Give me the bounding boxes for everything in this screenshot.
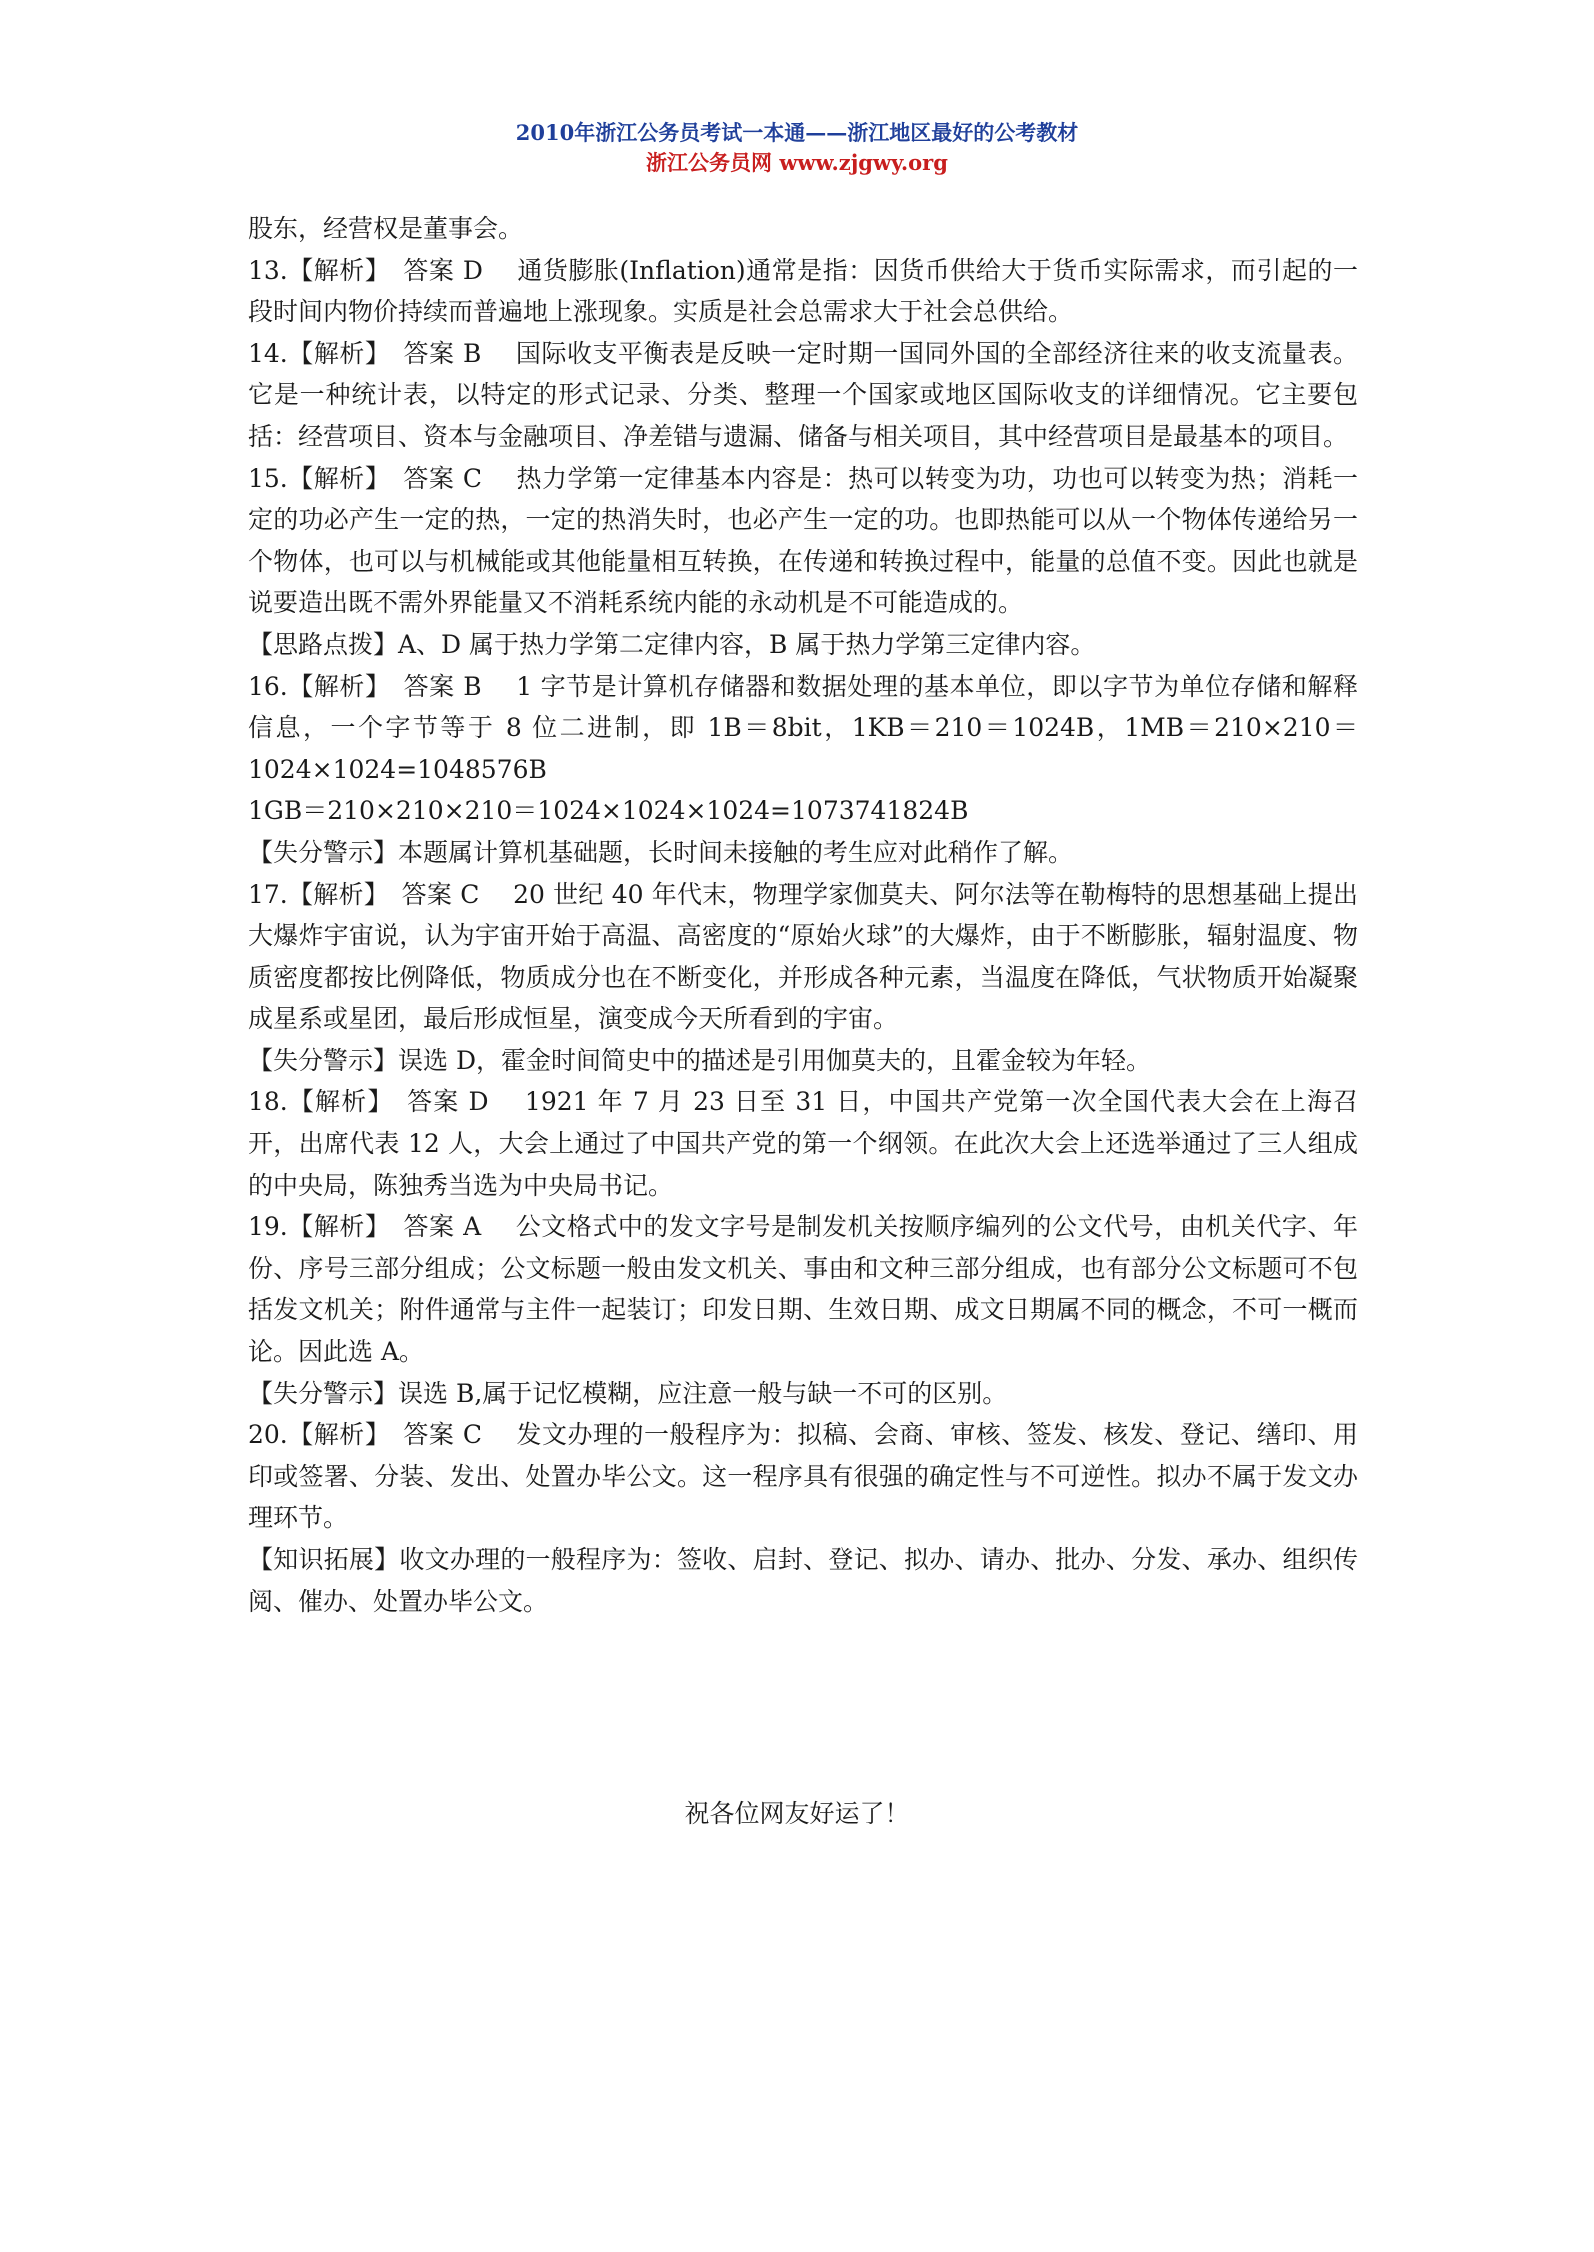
paragraph-continuation: 股东，经营权是董事会。	[248, 214, 524, 243]
header-title: 2010年浙江公务员考试一本通——浙江地区最好的公考教材	[515, 120, 1079, 145]
closing-line: 祝各位网友好运了！	[684, 1799, 910, 1828]
paragraph-q13: 13.【解析】 答案 D 通货膨胀(Inflation)通常是指：因货币供给大于货币实际需求，而引起的一段时间内物价持续而普遍地上涨现象。实质是社会总需求大于社会总供给。	[248, 255, 1358, 327]
paragraph-q19-warning: 【失分警示】误选 B,属于记忆模糊，应注意一般与缺一不可的区别。	[248, 1378, 1008, 1408]
paragraph-q19: 19.【解析】 答案 A 公文格式中的发文字号是制发机关按顺序编列的公文代号，由机关代字、年份、序号三部分组成；公文标题一般由发文机关、事由和文种三部分组成，也有部分公文标题可不包括发文机关；附件通常与主件一起装订；印发日期、生效日期、成文日期属不同的概念，不可一概而论。因此选 A。	[248, 1212, 1358, 1367]
paragraph-q15-tip: 【思路点拨】A、D 属于热力学第二定律内容，B 属于热力学第三定律内容。	[248, 629, 1096, 659]
answer-explanations	[248, 208, 1358, 1622]
page-header	[0, 118, 1594, 178]
paragraph-q16-warning: 【失分警示】本题属计算机基础题，长时间未接触的考生应对此稍作了解。	[248, 837, 1074, 867]
header-site: 浙江公务员网 www.zjgwy.org	[646, 150, 948, 175]
paragraph-q16: 16.【解析】 答案 B 1 字节是计算机存储器和数据处理的基本单位，即以字节为单位存储和解释信息，一个字节等于 8 位二进制，即 1B＝8bit，1KB＝210＝1024B，1MB＝210×210＝1024×1024=1048576B	[248, 671, 1358, 784]
paragraph-q17-warning: 【失分警示】误选 D，霍金时间简史中的描述是引用伽莫夫的，且霍金较为年轻。	[248, 1045, 1151, 1075]
paragraph-q15: 15.【解析】 答案 C 热力学第一定律基本内容是：热可以转变为功，功也可以转变为热；消耗一定的功必产生一定的热，一定的热消失时，也必产生一定的功。也即热能可以从一个物体传递给另一个物体，也可以与机械能或其他能量相互转换，在传递和转换过程中，能量的总值不变。因此也就是说要造出既不需外界能量又不消耗系统内能的永动机是不可能造成的。	[248, 463, 1358, 618]
paragraph-q14: 14.【解析】 答案 B 国际收支平衡表是反映一定时期一国同外国的全部经济往来的收支流量表。它是一种统计表，以特定的形式记录、分类、整理一个国家或地区国际收支的详细情况。它主要包括：经营项目、资本与金融项目、净差错与遗漏、储备与相关项目，其中经营项目是最基本的项目。	[248, 338, 1358, 451]
paragraph-q20: 20.【解析】 答案 C 发文办理的一般程序为：拟稿、会商、审核、签发、核发、登记、缮印、用印或签署、分装、发出、处置办毕公文。这一程序具有很强的确定性与不可逆性。拟办不属于发文办理环节。	[248, 1420, 1358, 1533]
paragraph-q16-formula: 1GB＝210×210×210＝1024×1024×1024=1073741824B	[248, 796, 969, 826]
paragraph-q18: 18.【解析】 答案 D 1921 年 7 月 23 日至 31 日，中国共产党第一次全国代表大会在上海召开，出席代表 12 人，大会上通过了中国共产党的第一个纲领。在此次大会上还选举通过了三人组成的中央局，陈独秀当选为中央局书记。	[248, 1087, 1358, 1200]
paragraph-q17: 17.【解析】 答案 C 20 世纪 40 年代末，物理学家伽莫夫、阿尔法等在勒梅特的思想基础上提出大爆炸宇宙说，认为宇宙开始于高温、高密度的“原始火球”的大爆炸，由于不断膨胀，辐射温度、物质密度都按比例降低，物质成分也在不断变化，并形成各种元素，当温度在降低，气状物质开始凝聚成星系或星团，最后形成恒星，演变成今天所看到的宇宙。	[248, 879, 1358, 1034]
paragraph-q20-extension: 【知识拓展】收文办理的一般程序为：签收、启封、登记、拟办、请办、批办、分发、承办、组织传阅、催办、处置办毕公文。	[248, 1545, 1358, 1616]
